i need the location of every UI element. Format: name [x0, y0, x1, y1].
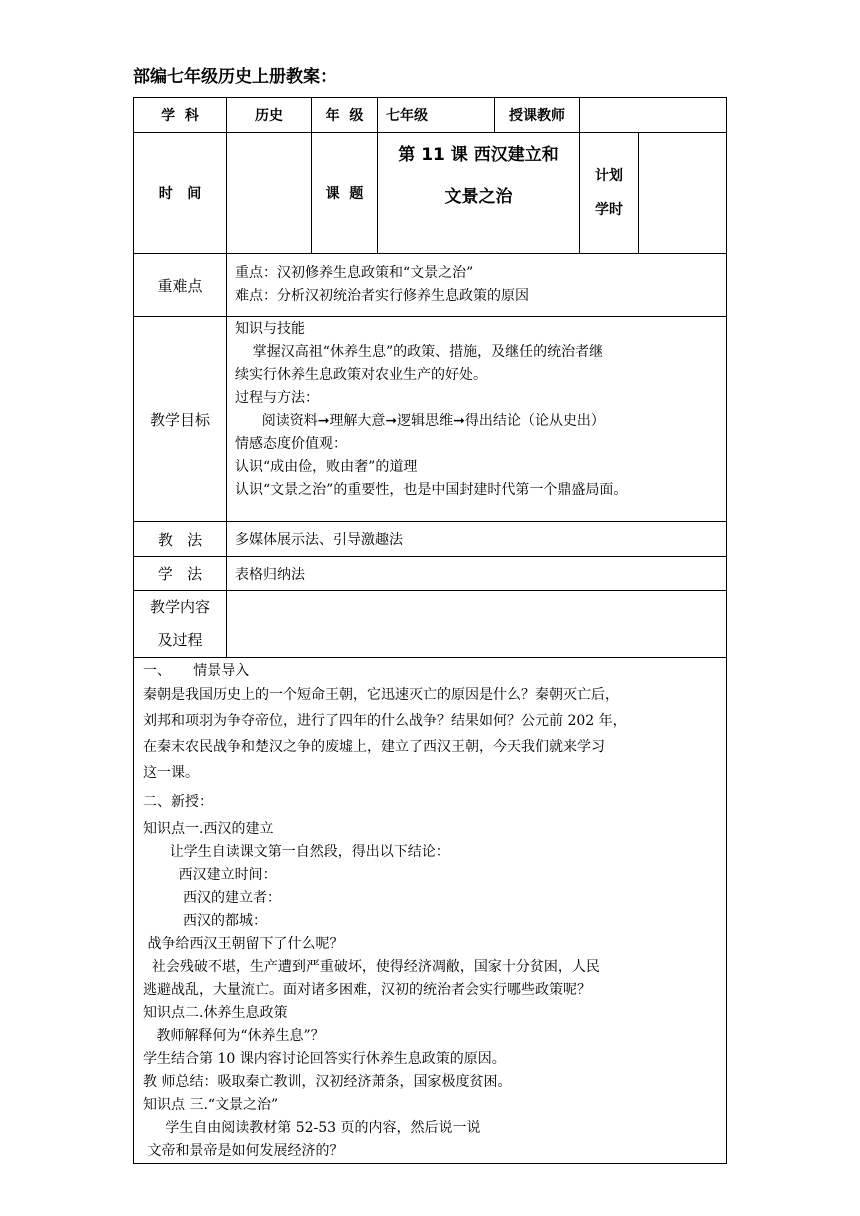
process-intro-line: 秦朝是我国历史上的一个短命王朝，它迅速灭亡的原因是什么？秦朝灭亡后，	[143, 687, 619, 703]
difficult-point-line: 难点：分析汉初统治者实行修养生息政策的原因	[235, 288, 529, 304]
topic-line-1: 第 11 课 西汉建立和	[398, 145, 559, 165]
process-intro-line: 二、新授：	[143, 794, 213, 810]
objective-line: 情感态度价值观：	[235, 436, 347, 452]
time-value	[227, 133, 312, 254]
teacher-label: 授课教师	[495, 98, 580, 133]
teacher-value	[580, 98, 727, 133]
process-content	[134, 658, 727, 1164]
process-row	[134, 658, 727, 1164]
objective-line: 知识与技能	[235, 321, 305, 337]
process-body-line: 西汉建立时间：	[143, 867, 277, 883]
content-label-row	[134, 591, 727, 658]
objective-line: 认识“文景之治”的重要性，也是中国封建时代第一个鼎盛局面。	[235, 482, 628, 498]
hours-label-1: 计划	[595, 168, 623, 184]
objectives-label: 教学目标	[134, 317, 227, 522]
process-body-line: 西汉的建立者：	[143, 890, 282, 906]
process-body-line: 学生结合第 10 课内容讨论回答实行休养生息政策的原因。	[143, 1051, 506, 1067]
time-label: 时 间	[134, 133, 227, 254]
hours-label	[580, 133, 639, 254]
key-point-line: 重点：汉初修养生息政策和“文景之治”	[235, 265, 474, 281]
objectives-content	[227, 317, 727, 522]
process-body-line: 让学生自读课文第一自然段，得出以下结论：	[143, 844, 450, 860]
process-intro-line: 这一课。	[143, 765, 199, 781]
teaching-method-value: 多媒体展示法、引导激趣法	[227, 522, 727, 557]
topic-line-2: 文景之治	[444, 187, 513, 207]
process-body-line: 社会残破不堪，生产遭到严重破坏，使得经济凋敝，国家十分贫困，人民	[143, 959, 600, 975]
objective-line: 阅读资料➞理解大意➞逻辑思维➞得出结论（论从史出）	[235, 413, 605, 429]
teaching-method-row	[134, 522, 727, 557]
lesson-plan-table	[133, 97, 727, 1164]
learning-method-label: 学 法	[134, 557, 227, 591]
process-body-line: 教 师总结：吸取秦亡教训，汉初经济萧条，国家极度贫困。	[143, 1074, 512, 1090]
process-body-line: 知识点二.休养生息政策	[143, 1005, 288, 1021]
objective-line: 认识“成由俭，败由奢”的道理	[235, 459, 418, 475]
document-title: 部编七年级历史上册教案：	[133, 67, 337, 87]
teaching-method-label: 教 法	[134, 522, 227, 557]
key-points-row	[134, 254, 727, 317]
objective-line: 掌握汉高祖“休养生息”的政策、措施，及继任的统治者继	[235, 344, 604, 360]
subject-value: 历史	[227, 98, 312, 133]
topic-value	[378, 133, 580, 254]
key-points-content	[227, 254, 727, 317]
process-body-line: 学生自由阅读教材第 52-53 页的内容，然后说一说	[143, 1120, 481, 1136]
content-label-line-2: 及过程	[157, 631, 203, 649]
process-body-line: 知识点一.西汉的建立	[143, 821, 274, 837]
objective-line: 过程与方法：	[235, 390, 319, 406]
header-row	[134, 98, 727, 133]
process-body-line: 知识点 三.“文景之治”	[143, 1097, 279, 1113]
process-body-line: 战争给西汉王朝留下了什么呢？	[143, 936, 344, 952]
grade-value: 七年级	[378, 98, 495, 133]
topic-label: 课 题	[312, 133, 378, 254]
objectives-row	[134, 317, 727, 522]
process-intro-line: 刘邦和项羽为争夺帝位，进行了四年的什么战争？结果如何？公元前 202 年，	[143, 713, 627, 729]
process-intro-line: 在秦末农民战争和楚汉之争的废墟上，建立了西汉王朝，今天我们就来学习	[143, 739, 605, 755]
grade-label: 年 级	[312, 98, 378, 133]
hours-label-2: 学时	[595, 202, 623, 218]
process-body-line: 逃避战乱，大量流亡。面对诸多困难，汉初的统治者会实行哪些政策呢？	[143, 982, 591, 998]
content-label-spacer	[227, 591, 727, 658]
process-intro-line: 一、 情景导入	[143, 663, 250, 679]
content-label	[134, 591, 227, 658]
subject-label: 学 科	[134, 98, 227, 133]
objective-line: 续实行休养生息政策对农业生产的好处。	[235, 367, 487, 383]
time-topic-row	[134, 133, 727, 254]
process-body-line: 西汉的都城：	[143, 913, 268, 929]
learning-method-value: 表格归纳法	[227, 557, 727, 591]
process-body-line: 文帝和景帝是如何发展经济的？	[143, 1143, 344, 1159]
key-points-label: 重难点	[134, 254, 227, 317]
content-label-line-1: 教学内容	[149, 598, 210, 616]
hours-value	[639, 133, 727, 254]
learning-method-row	[134, 557, 727, 591]
process-body-line: 教师解释何为“休养生息”？	[143, 1028, 325, 1044]
